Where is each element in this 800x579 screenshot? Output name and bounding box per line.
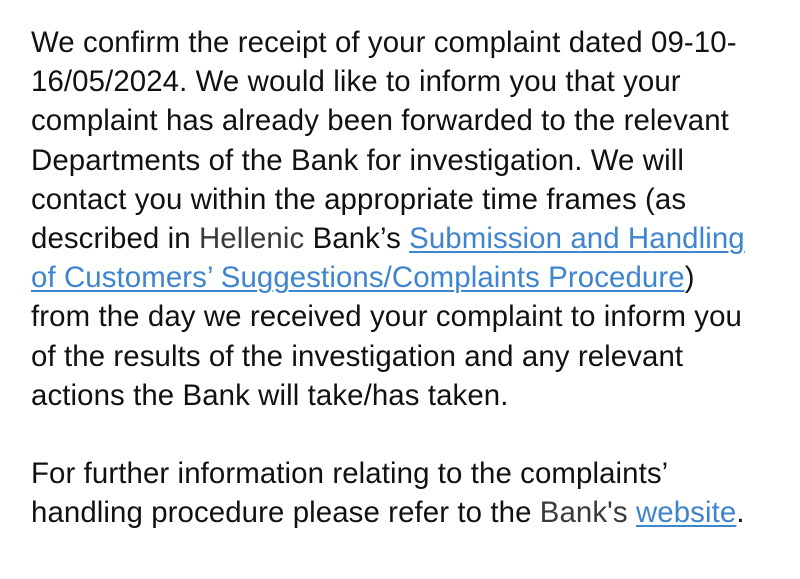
complaints-procedure-link[interactable]: of Customers’ Suggestions/Complaints Procedure: [31, 261, 685, 295]
bank-name: Bank's: [539, 496, 628, 530]
text-line: 16/05/2024. We would like to inform you that your: [31, 65, 681, 99]
text-line: [31, 219, 771, 258]
text-fragment: described in: [31, 222, 199, 256]
text-fragment: Bank’s: [304, 222, 410, 256]
text-fragment: [628, 496, 636, 529]
text-fragment: .: [736, 496, 745, 530]
complaint-confirmation-message: [31, 23, 771, 532]
text-line: complaint has already been forwarded to the relevant: [31, 104, 729, 138]
text-line: from the day we received your complaint to inform you: [31, 300, 742, 334]
text-line: Departments of the Bank for investigation. We will: [31, 143, 684, 177]
text-line: [31, 258, 771, 297]
text-fragment: ): [684, 261, 695, 295]
text-line: actions the Bank will take/has taken.: [31, 378, 509, 412]
further-information-paragraph: [31, 454, 771, 532]
text-line: of the results of the investigation and any relevant: [31, 339, 684, 373]
complaints-procedure-link[interactable]: Submission and Handling: [409, 222, 745, 256]
text-line: [31, 493, 771, 532]
bank-name: Hellenic: [198, 222, 305, 256]
text-line: For further information relating to the complaints’: [31, 457, 669, 491]
paragraph-spacer: [31, 415, 771, 454]
confirmation-paragraph: [31, 23, 771, 415]
text-line: We confirm the receipt of your complaint dated 09-10-: [31, 26, 737, 59]
website-link[interactable]: website: [635, 496, 737, 530]
text-fragment: handling procedure please refer to the: [31, 496, 540, 530]
text-line: contact you within the appropriate time frames (as: [31, 182, 687, 216]
